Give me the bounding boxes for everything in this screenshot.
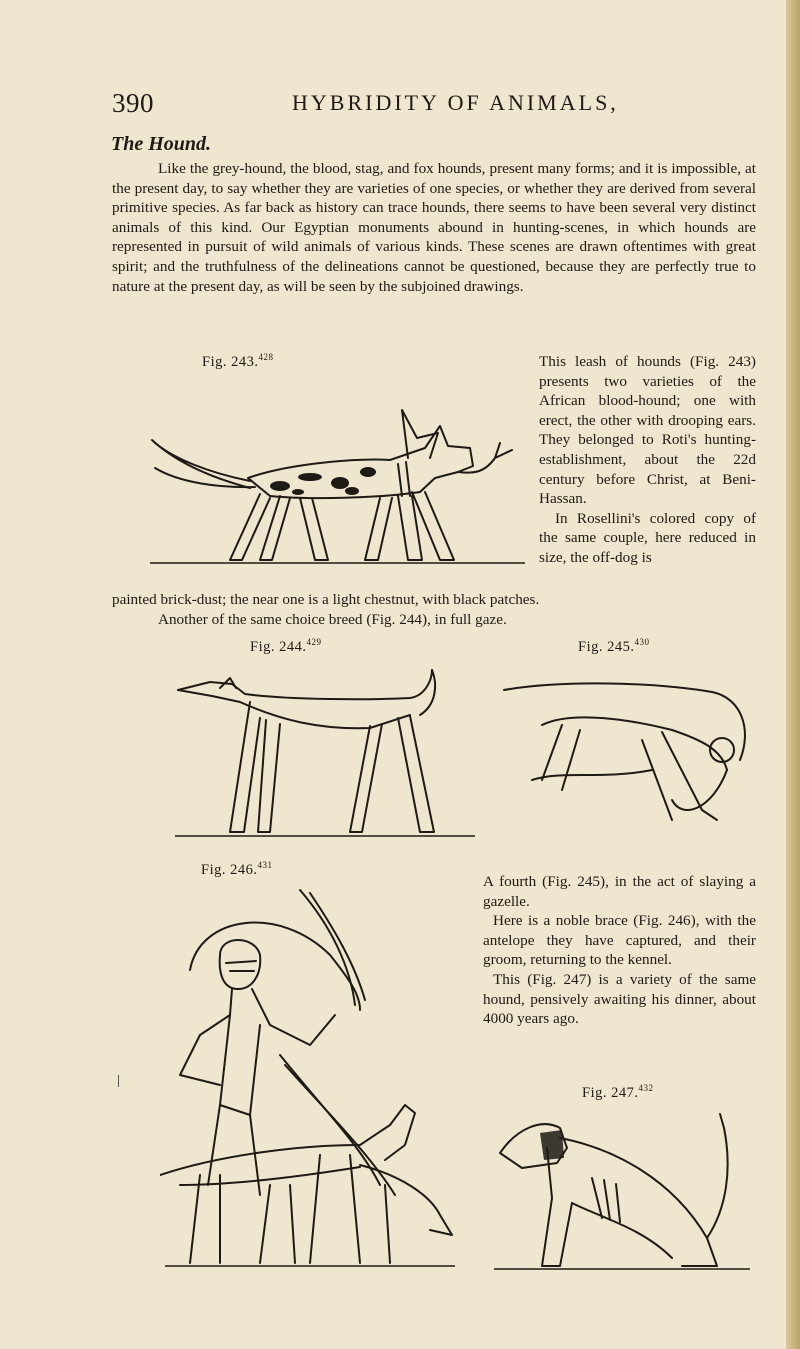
fig-246-illustration	[160, 885, 460, 1270]
fig-247-label	[582, 1083, 653, 1102]
section-title: The Hound.	[111, 133, 212, 155]
hound-gazelle-drawing	[504, 683, 745, 820]
paragraph-rosellini: In Rosellini's colored copy of the same couple, here reduced in size, the off-dog is	[539, 509, 756, 566]
fig-244-note: 429	[306, 637, 322, 647]
sidebar-text-fig243	[539, 352, 756, 568]
paragraph-leash: This leash of hounds (Fig. 243) presents two varieties of the African blood-hound; one with erect, the other with drooping ears. They belonged to Roti's hunting-establishment, about the 22d century before Christ, at Beni-Hassan.	[539, 353, 756, 508]
fig-244-illustration	[170, 660, 480, 840]
paragraph-fig246: Here is a noble brace (Fig. 246), with the antelope they have captured, and their groom, returning to the kennel.	[483, 912, 756, 969]
paragraph-intro: Like the grey-hound, the blood, stag, and fox hounds, present many forms; and it is impossible, at the present day, to say whether they are varieties of one species, or whether they are derived from several primitive species. As far back as history can trace hounds, there seems to have been several very distinct animals of this kind. Our Egyptian monuments abound in hunting-scenes, in which hounds are represented in pursuit of wild animals of various kinds. These scenes are drawn oftentimes with great spirit; and the truthfulness of the delineations cannot be questioned, because they are perfectly true to nature at the present day, as will be seen by the subjoined drawings.	[112, 160, 756, 295]
margin-mark	[118, 1075, 125, 1087]
paragraph-colors: painted brick-dust; the near one is a light chestnut, with black patches.	[112, 591, 540, 608]
seated-hound-drawing	[500, 1114, 728, 1266]
fig-245-label	[578, 637, 649, 656]
sidebar-text-fig245-247	[483, 872, 756, 1029]
fig-246-caption: Fig. 246.	[201, 861, 258, 878]
fig-245-caption: Fig. 245.	[578, 638, 635, 655]
fig-243-label	[202, 352, 273, 371]
fig-243-note: 428	[258, 352, 274, 362]
page-number: 390	[112, 88, 154, 118]
fig-245-illustration	[502, 670, 758, 830]
groom-and-hounds-drawing	[160, 890, 452, 1263]
paragraph-fig244: Another of the same choice breed (Fig. 244), in full gaze.	[158, 611, 507, 628]
fig-247-note: 432	[638, 1083, 654, 1093]
fig-247-illustration	[492, 1108, 754, 1273]
fig-244-caption: Fig. 244.	[250, 638, 307, 655]
paragraph-fig245: A fourth (Fig. 245), in the act of slaying a gazelle.	[483, 873, 756, 910]
fig-245-note: 430	[634, 637, 650, 647]
fig-246-label	[201, 860, 272, 879]
hound-pair-drawing	[152, 410, 512, 560]
fig-244-label	[250, 637, 321, 656]
fig-243-caption: Fig. 243.	[202, 353, 259, 370]
running-head: HYBRIDITY OF ANIMALS,	[292, 90, 619, 115]
paragraph-fig247: This (Fig. 247) is a variety of the same hound, pensively awaiting his dinner, about 4000 years ago.	[483, 970, 756, 1028]
fig-246-note: 431	[257, 860, 273, 870]
fig-247-caption: Fig. 247.	[582, 1084, 639, 1101]
page-edge	[786, 0, 800, 1349]
hound-gaze-drawing	[178, 670, 435, 832]
fig-243-illustration	[140, 388, 535, 566]
